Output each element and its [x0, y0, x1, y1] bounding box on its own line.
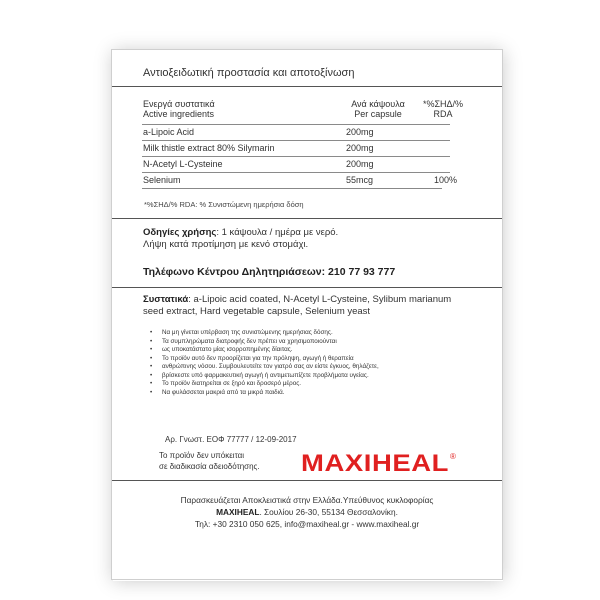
list-item: • Το προϊόν διατηρείται σε ξηρό και δροσερό μέρος.	[150, 380, 480, 389]
ingredient-name: Selenium	[143, 175, 181, 185]
ingredient-amount: 200mg	[346, 143, 374, 153]
nutrition-table	[142, 99, 464, 191]
table-row	[142, 125, 450, 141]
rda-column-header: *%ΣΗΔ/% RDA	[422, 99, 464, 119]
table-bottom-rule	[142, 188, 442, 189]
list-item: • βρίσκεστε υπό φαρμακευτική αγωγή ή αντιμετωπίζετε προβλήματα υγείας.	[150, 372, 480, 381]
ingredients-label: Συστατικά	[143, 294, 189, 305]
divider	[112, 480, 502, 481]
table-row	[142, 157, 450, 173]
usage-instructions: Οδηγίες χρήσης: 1 κάψουλα / ημέρα με νερό. Λήψη κατά προτίμηση με κενό στομάχι.	[143, 227, 339, 250]
ingredient-name: N-Acetyl L-Cysteine	[143, 159, 223, 169]
list-item: • Να φυλάσσεται μακριά από τα μικρά παιδιά.	[150, 389, 480, 398]
maxiheal-logo	[299, 449, 459, 475]
ingredient-amount: 200mg	[346, 127, 374, 137]
ingredient-name: a-Lipoic Acid	[143, 127, 195, 137]
label-title: Αντιοξειδωτική προστασία και αποτοξίνωση	[143, 67, 355, 79]
divider	[112, 287, 502, 288]
list-item: • Να μη γίνεται υπέρβαση της συνιστώμενης ημερήσιας δόσης.	[150, 329, 480, 338]
table-row	[142, 141, 450, 157]
ingredient-name: Milk thistle extract 80% Silymarin	[143, 143, 275, 153]
list-item: • Τα συμπληρώματα διατροφής δεν πρέπει να χρησιμοποιούνται	[150, 338, 480, 347]
poison-center-phone: Τηλέφωνο Κέντρου Δηλητηριάσεων: 210 77 93 777	[143, 266, 396, 278]
table-header-row	[142, 99, 464, 125]
warnings-list	[150, 329, 480, 397]
ingredient-rda: 100%	[434, 175, 458, 185]
ingredient-column-header: Ενεργά συστατικά Active ingredients	[143, 99, 215, 119]
logo-wordmark: MAXIHEAL	[301, 450, 449, 475]
registered-mark: ®	[450, 452, 456, 461]
ingredient-amount: 55mcg	[346, 175, 374, 185]
list-item: • Το προϊόν αυτό δεν προορίζεται για την πρόληψη, αγωγή ή θεραπεία	[150, 355, 480, 364]
notification-number: Αρ. Γνωστ. ΕΟΦ 77777 / 12-09-2017	[165, 435, 297, 444]
amount-column-header: Ανά κάψουλα Per capsule	[351, 99, 405, 119]
company-name: MAXIHEAL	[216, 507, 260, 517]
divider	[112, 86, 502, 87]
licensing-note: Το προϊόν δεν υπόκειται σε διαδικασία αδειοδότησης.	[159, 451, 260, 471]
usage-label: Οδηγίες χρήσης	[143, 227, 217, 238]
ingredient-amount: 200mg	[346, 159, 374, 169]
manufacturer-footer: Παρασκευάζεται Αποκλειστικά στην Ελλάδα.Υπεύθυνος κυκλοφορίας MAXIHEAL. Σουλίου 26-30, 55134 Θεσσαλονίκη. Τηλ: +30 2310 050 625, info@maxiheal.gr - www.maxiheal.gr	[180, 495, 434, 529]
rda-footnote: *%ΣΗΔ/% RDA: % Συνιστώμενη ημερήσια δόση	[144, 200, 304, 209]
ingredients-list: Συστατικά: a-Lipoic acid coated, N-Acetyl L-Cysteine, Sylibum marianum seed extract, Hard vegetable capsule, Selenium yeast	[143, 294, 452, 317]
list-item: • ως υποκατάστατο μίας ισορροπημένης δίαιτας.	[150, 346, 480, 355]
divider	[112, 218, 502, 219]
label-card	[111, 49, 503, 580]
list-item: • ανθρώπινης νόσου. Συμβουλευτείτε τον γιατρό σας αν είστε έγκυος, θηλάζετε,	[150, 363, 480, 372]
